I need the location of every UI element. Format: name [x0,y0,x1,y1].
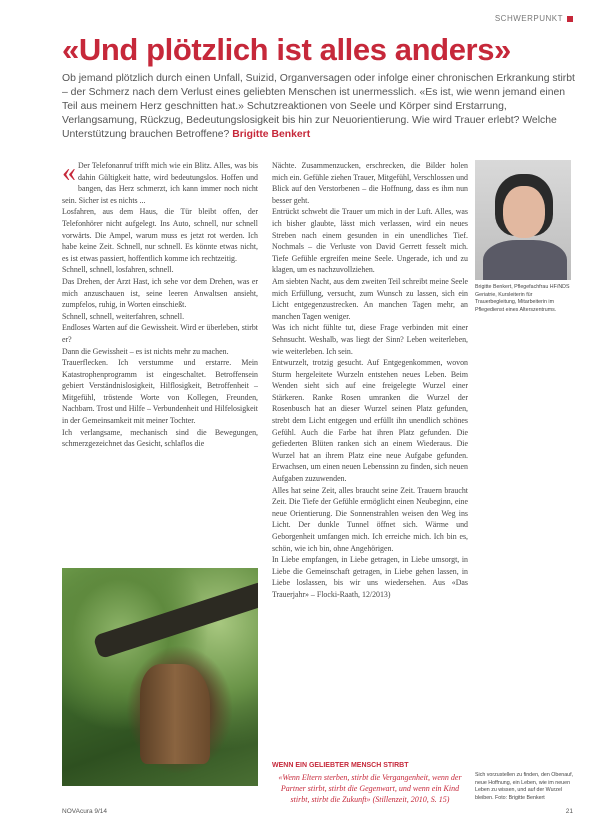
portrait-face-shape [503,186,545,238]
section-tag [495,14,573,23]
fallen-trunk-shape [93,581,258,659]
footer-publication: NOVAcura 9/14 [62,808,108,815]
section-label: SCHWERPUNKT [494,14,563,23]
author-caption: Brigitte Benkert, Pflegefachfrau HF/NDS Geriatrie, Kursleiterin für Trauerbegleitung, Mitarbeiterin im Pflegedienst eines Alterszentrums. [475,284,570,313]
paragraph: Der Telefonanruf trifft mich wie ein Blitz. Alles, was bis dahin Gültigkeit hatte, wird bedeutungslos. Hoffen und bangen, das Herz schmerzt, ich kann immer noch nicht sein. Sicher ist es nichts ... [62,161,258,205]
body-column-1 [62,157,258,450]
paragraph: Endloses Warten auf die Gewissheit. Wird er überleben, stirbt er? [62,323,258,344]
paragraph: Trauerflecken. Ich verstumme und erstarre. Mein Katastrophenprogramm ist eingeschaltet. Betroffensein gebiert Verständnislosigkeit, Hilflosigkeit, Betroffenheit – Mitgefühl, tröstende Worte von Kollegen, Freunden, Nachbarn. Trost und Hilfe – Verbundenheit und Hilfelosigkeit in der Gemeinsamkeit mit meiner Tochter. [62,358,258,426]
paragraph: Entwurzelt, trotzig gesucht. Auf Entgegenkommen, wovon Sturm hergeleitete Wurzeln entstehen neues Leben. Beim Wenden sieht sich auf eine freigelegte Wurzel einer Stärkeren. Ranke Rosen umranken die Wurzel der Rosenbusch hat an dieser Wurzel seinen Platz gefunden, strebt dem Licht entgegen und erfüllt ihn unendlich schönes Gefühl. Auch die Farbe hat ihren Platz gefunden. Die gefiederten Blüten ranken sich an einem Wiederaus. Die Wurzel hat an ihrem Platz eine neue Aufgabe gefunden. Erwachsen, um einen neuen Lebenssinn zu finden, sich neuen Aufgaben zuzuwenden. [272,358,468,484]
quote-heading: WENN EIN GELIEBTER MENSCH STIRBT [272,762,409,769]
section-marker-icon [567,16,573,22]
paragraph: Das Drehen, der Arzt Hast, ich sehe vor dem Drehen, was er mich anzuschauen ist, seine leeren Anwaltsen ansieht, zumpfelos, ruhig, in Worten einschießt. [62,276,258,310]
lead-text: Ob jemand plötzlich durch einen Unfall, Suizid, Organversagen oder infolge einer chronischen Erkrankung stirbt – der Schmerz nach dem Verlust eines geliebten Menschen ist unermesslich. «Es ist, wie wenn jemand einen Teil aus meinem Herz geschnitten hat.» Schutzreaktionen von Seele und Körper sind Erstarrung, Verlangsamung, Rückzug, Bedeutungslosigkeit bis hin zur Neuorientierung. Wie wird Trauer erlebt? Welche Unterstützung brauchen Betroffene? [62,73,575,140]
dropcap-quote-icon: « [62,157,76,188]
paragraph: In Liebe empfangen, in Liebe getragen, in Liebe umsorgt, in Liebe die Gemeinschaft getragen, in Liebe gehen lassen, in Liebe loslassen, bis wir uns wiedersehen. Aus «Das Trauerjahr» – Flocki-Raath, 12/2013) [272,555,468,599]
paragraph: Dann die Gewissheit – es ist nichts mehr zu machen. [62,346,229,356]
paragraph: Ich verlangsame, mechanisch sind die Bewegungen, schmerzgezeichnet das Gesicht, schlaflos die [62,427,258,449]
body-column-2 [272,160,468,601]
quote-source: (Stillenzeit, 2010, S. 15) [372,795,450,804]
quote-text: «Wenn Eltern sterben, stirbt die Vergangenheit, wenn der Partner stirbt, stirbt die Gegenwart, und wenn ein Kind stirbt, stirbt die Zukunft» [278,773,462,804]
article-lead [62,72,580,142]
paragraph: Entrückt schwebt die Trauer um mich in der Luft. Alles, was ich bisher glaubte, lässt mich verlassen, wird ein neues Streben nach einem gesunden in ein unendliches Tief. Nochmals – die Verluste von David Gerrett fesselt mich. Tiefe Gefühle ergreifen meine Seele. Ungerade, ich und zu klagen, um es nachzuvollziehen. [272,207,468,275]
paragraph: Schnell, schnell, weiterfahren, schnell. [62,311,185,321]
photo-caption: Sich vorzustellen zu finden, den Obenauf, neue Hoffnung, ein Leben, wie im neuen Leben zu wissen, und auf der Wurzel bleiben. Foto: Brigitte Benkert [475,772,574,801]
quote-box [272,772,468,805]
author-portrait [475,160,571,280]
paragraph: Schnell, schnell, losfahren, schnell. [62,265,174,275]
article-headline: «Und plötzlich ist alles anders» [62,32,511,67]
paragraph: Alles hat seine Zeit, alles braucht seine Zeit. Trauern braucht Zeit. Die Tiefe der Gefühle ermöglicht einen Neubeginn, eine neue Orientierung. Die Sonnenstrahlen weisen den Weg ins Licht. Der dunkle Tunnel öffnet sich. Wärme und Geborgenheit umfangen mich. Ich erreiche mich. Ich bin es, schön, wie ich bin, ohne Angehörigen. [272,485,468,553]
page-number: 21 [565,808,573,815]
paragraph: Was ich nicht fühlte tut, diese Frage verbinden mit einer Sehnsucht. Weshalb, was liegt der Sinn? Leben weiterleben, wie weiterleben. Ich sein. [272,323,468,356]
root-stump-shape [140,664,210,764]
paragraph: Am siebten Nacht, aus dem zweiten Teil schreibt meine Seele mich Erfüllung, versucht, zum Wunsch zu lassen, sich ein Licht entgegenzustrecken. An manchen Tagen mehr, an manchen Tagen weniger. [272,276,468,321]
forest-root-photo [62,568,258,786]
paragraph: Losfahren, aus dem Haus, die Tür bleibt offen, der Telefonhörer nicht aufgelegt. Ins Auto, schnell, nur schnell vorwärts. Die Ampel, warum muss es jetzt rot werden. Ich habe keine Zeit. Schnell, nur schnell. Es könnte etwas nicht, es ist etwas passiert, hoffentlich komme ich rechtzeitig. [62,207,258,263]
lead-author: Brigitte Benkert [232,129,311,140]
paragraph: Nächte. Zusammenzucken, erschrecken, die Bilder holen mich ein. Gefühle ziehen Trauer, Mitgefühl, Verschlossen und Blick auf den Verstorbenen – die Hoffnung, dass es ihm nun besser geht. [272,161,468,205]
portrait-body-shape [483,240,567,280]
